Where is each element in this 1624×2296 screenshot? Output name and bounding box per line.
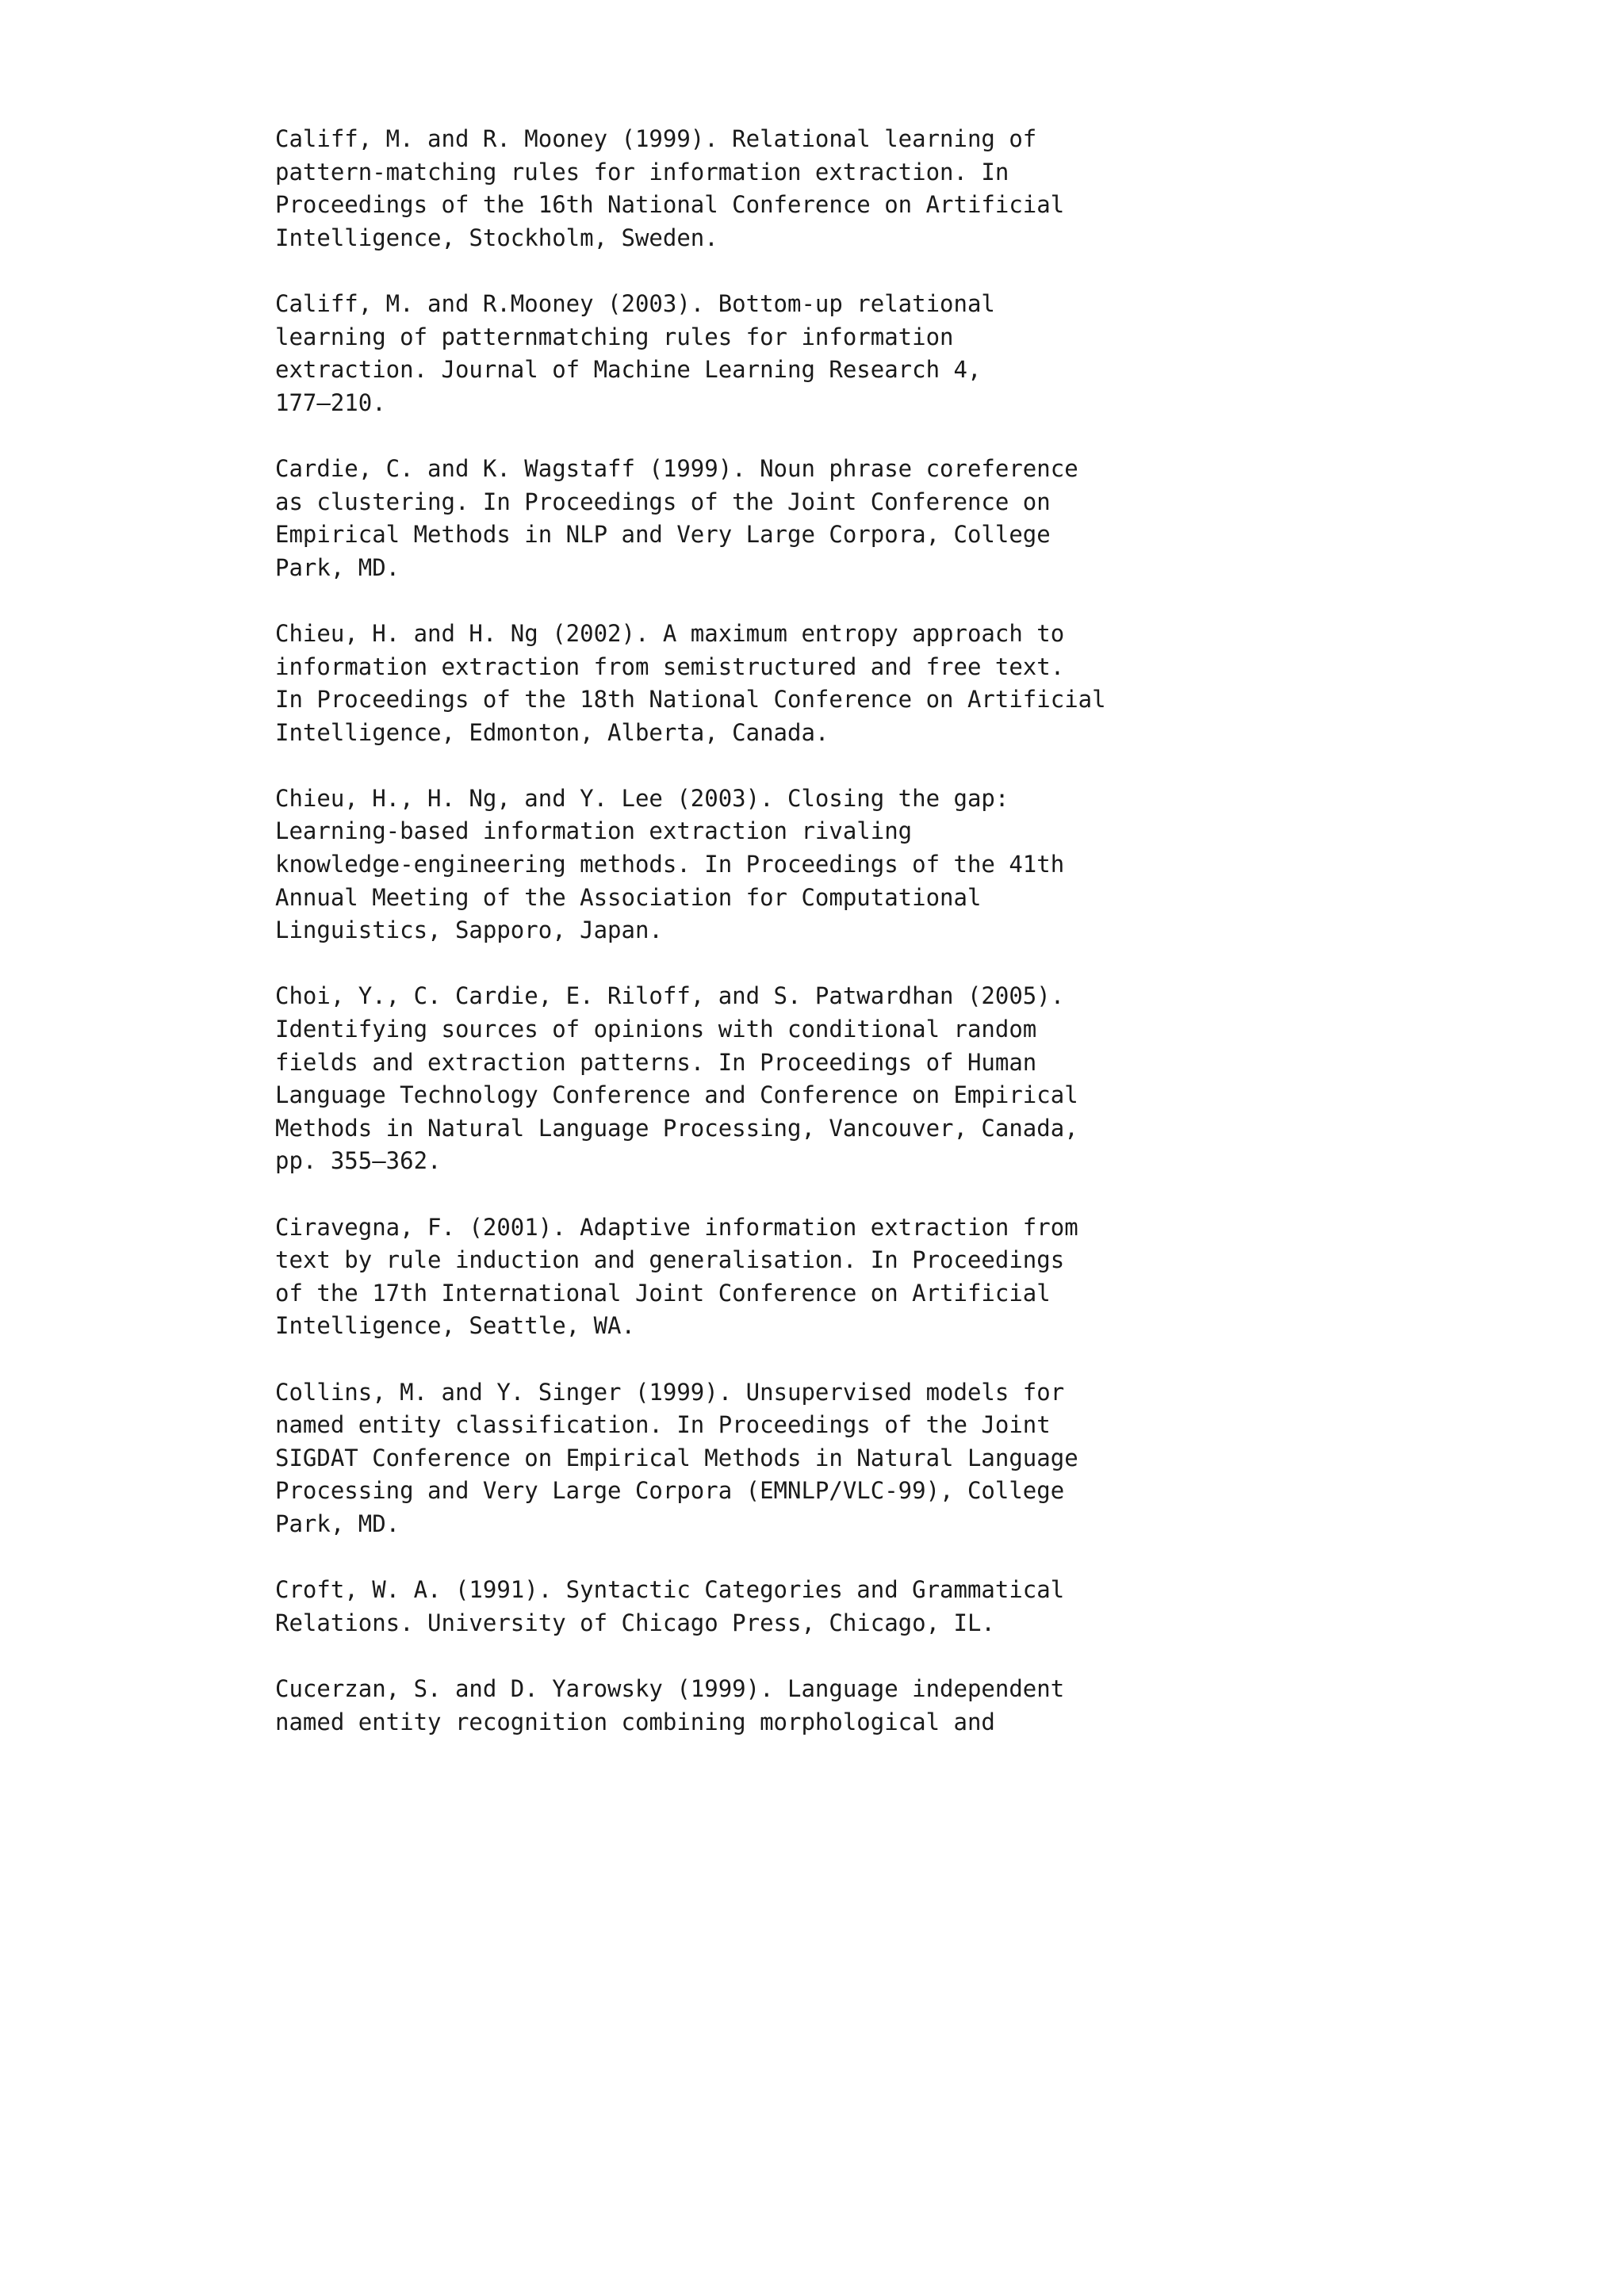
reference-entry	[275, 618, 1385, 749]
reference-entry	[275, 1211, 1385, 1343]
reference-entry	[275, 783, 1385, 947]
reference-line: Language Technology Conference and Conference on Empirical	[275, 1081, 1078, 1109]
reference-line: Identifying sources of opinions with conditional random	[275, 1016, 1037, 1043]
reference-entry	[275, 980, 1385, 1178]
reference-line: Park, MD.	[275, 1510, 400, 1537]
reference-line: pattern-matching rules for information extraction. In	[275, 158, 1009, 186]
reference-line: Ciravegna, F. (2001). Adaptive information extraction from	[275, 1213, 1078, 1241]
reference-line: SIGDAT Conference on Empirical Methods in Natural Language	[275, 1444, 1078, 1471]
reference-entry	[275, 453, 1385, 584]
reference-line: Chieu, H. and H. Ng (2002). A maximum entropy approach to	[275, 619, 1065, 647]
reference-list	[275, 123, 1385, 1772]
reference-line: Intelligence, Edmonton, Alberta, Canada.	[275, 718, 829, 746]
reference-line: 177–210.	[275, 388, 386, 416]
reference-line: information extraction from semistructured and free text.	[275, 652, 1065, 680]
reference-line: In Proceedings of the 18th National Conference on Artificial	[275, 686, 1106, 714]
reference-line: Choi, Y., C. Cardie, E. Riloff, and S. Patwardhan (2005).	[275, 982, 1065, 1010]
reference-line: Califf, M. and R. Mooney (1999). Relational learning of	[275, 125, 1037, 152]
reference-entry	[275, 1574, 1385, 1640]
reference-line: Califf, M. and R.Mooney (2003). Bottom-up relational	[275, 289, 995, 317]
reference-entry	[275, 288, 1385, 419]
reference-entry	[275, 1673, 1385, 1739]
reference-line: extraction. Journal of Machine Learning Research 4,	[275, 356, 982, 384]
reference-line: text by rule induction and generalisation. In Proceedings	[275, 1246, 1065, 1274]
reference-line: named entity classification. In Proceedings of the Joint	[275, 1411, 1051, 1439]
reference-line: Methods in Natural Language Processing, Vancouver, Canada,	[275, 1114, 1078, 1142]
reference-line: Collins, M. and Y. Singer (1999). Unsupervised models for	[275, 1378, 1065, 1406]
reference-line: Processing and Very Large Corpora (EMNLP/VLC-99), College	[275, 1477, 1065, 1505]
reference-line: Relations. University of Chicago Press, Chicago, IL.	[275, 1609, 995, 1636]
reference-line: Annual Meeting of the Association for Computational	[275, 883, 982, 911]
reference-line: named entity recognition combining morphological and	[275, 1708, 995, 1735]
reference-entry	[275, 123, 1385, 254]
reference-line: Chieu, H., H. Ng, and Y. Lee (2003). Closing the gap:	[275, 784, 1009, 812]
reference-line: Croft, W. A. (1991). Syntactic Categories and Grammatical	[275, 1576, 1065, 1604]
reference-line: fields and extraction patterns. In Proceedings of Human	[275, 1048, 1037, 1076]
reference-line: of the 17th International Joint Conference on Artificial	[275, 1279, 1051, 1307]
reference-line: learning of patternmatching rules for information	[275, 323, 954, 350]
reference-line: knowledge-engineering methods. In Proceedings of the 41th	[275, 851, 1065, 878]
reference-line: Empirical Methods in NLP and Very Large Corpora, College	[275, 521, 1051, 549]
reference-line: Intelligence, Seattle, WA.	[275, 1312, 635, 1340]
reference-line: pp. 355–362.	[275, 1147, 442, 1175]
reference-line: Learning-based information extraction rivaling	[275, 817, 913, 845]
reference-entry	[275, 1376, 1385, 1541]
reference-line: as clustering. In Proceedings of the Joint Conference on	[275, 488, 1051, 515]
reference-line: Park, MD.	[275, 553, 400, 581]
reference-line: Proceedings of the 16th National Conference on Artificial	[275, 191, 1065, 219]
reference-line: Cucerzan, S. and D. Yarowsky (1999). Language independent	[275, 1674, 1065, 1702]
reference-line: Cardie, C. and K. Wagstaff (1999). Noun phrase coreference	[275, 454, 1078, 482]
reference-line: Intelligence, Stockholm, Sweden.	[275, 224, 718, 251]
reference-line: Linguistics, Sapporo, Japan.	[275, 916, 663, 944]
